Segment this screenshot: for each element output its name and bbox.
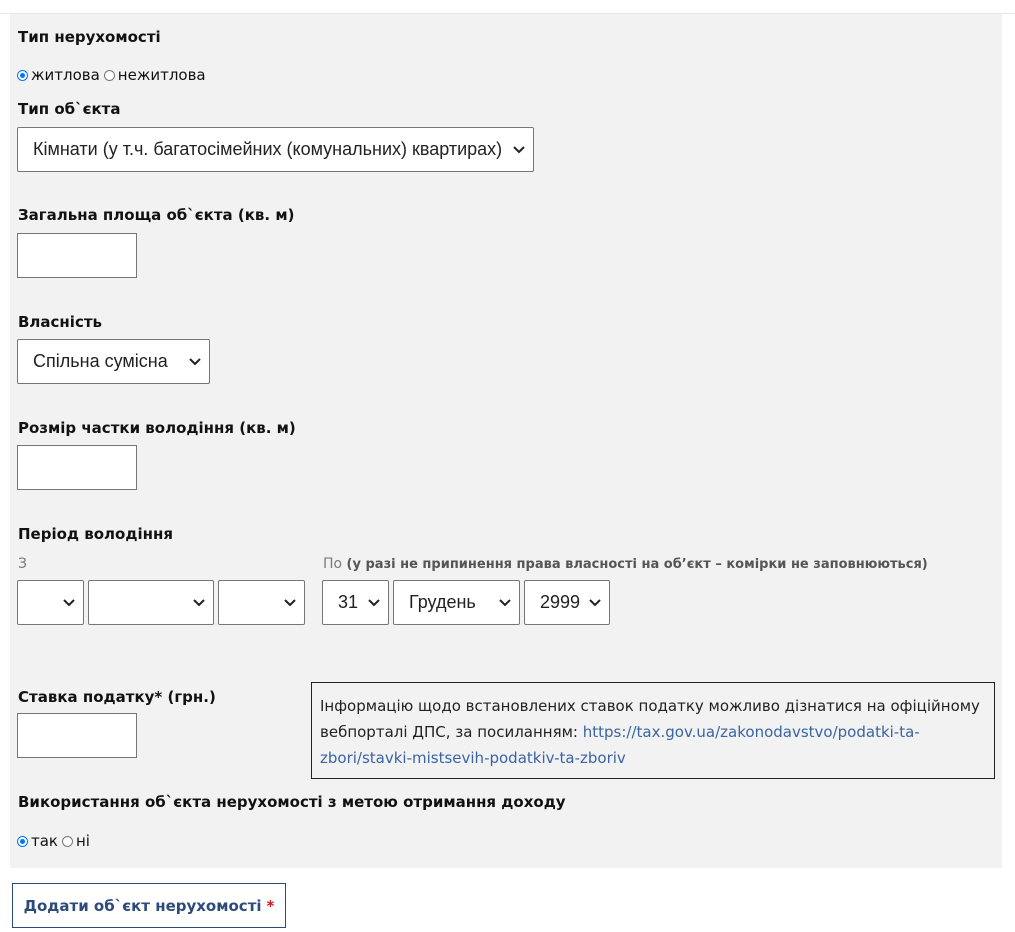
- period-from-label: З: [18, 556, 27, 572]
- to-year-select[interactable]: [524, 580, 610, 625]
- ownership-select[interactable]: [17, 339, 210, 384]
- radio-residential[interactable]: [17, 70, 28, 81]
- required-mark: *: [266, 896, 275, 915]
- to-day-value: 31: [338, 592, 359, 612]
- ownership-value: Спільна сумісна: [33, 351, 168, 371]
- ownership-label: Власність: [18, 313, 103, 331]
- income-use-label: Використання об`єкта нерухомості з метою отримання доходу: [18, 793, 566, 811]
- total-area-label: Загальна площа об`єкта (кв. м): [18, 206, 295, 224]
- share-size-label: Розмір частки володіння (кв. м): [18, 419, 296, 437]
- object-type-label: Тип об`єкта: [18, 100, 121, 118]
- to-month-value: Грудень: [409, 592, 476, 612]
- chevron-down-icon: [193, 599, 205, 607]
- chevron-down-icon: [189, 358, 201, 366]
- object-type-value: Кімнати (у т.ч. багатосімейних (комунальних) квартирах): [33, 139, 503, 159]
- period-to-label: По: [323, 556, 343, 572]
- radio-residential-label[interactable]: житлова: [31, 66, 100, 84]
- object-type-select[interactable]: [17, 127, 534, 172]
- to-day-select[interactable]: [322, 580, 389, 625]
- radio-nonresidential[interactable]: [104, 70, 115, 81]
- from-year-select[interactable]: [218, 580, 305, 625]
- radio-no[interactable]: [62, 836, 73, 847]
- tax-info-box: [311, 682, 995, 779]
- chevron-down-icon: [589, 599, 601, 607]
- from-month-select[interactable]: [88, 580, 214, 625]
- period-to-label-group: [323, 556, 928, 572]
- from-day-select[interactable]: [17, 580, 84, 625]
- radio-yes-label[interactable]: так: [31, 832, 58, 850]
- radio-yes[interactable]: [17, 836, 28, 847]
- to-month-select[interactable]: [393, 580, 520, 625]
- chevron-down-icon: [513, 146, 525, 154]
- ownership-period-label: Період володіння: [18, 525, 173, 543]
- chevron-down-icon: [368, 599, 380, 607]
- to-year-value: 2999: [540, 592, 581, 612]
- tax-rate-input[interactable]: [17, 713, 137, 758]
- property-type-label: Тип нерухомості: [18, 28, 161, 46]
- radio-no-label[interactable]: ні: [76, 832, 90, 850]
- tax-info-link[interactable]: https://tax.gov.ua/zakonodavstvo/podatki-ta-zbori/stavki-mistsevih-podatkiv-ta-zboriv: [320, 723, 920, 767]
- radio-nonresidential-label[interactable]: нежитлова: [117, 66, 206, 84]
- chevron-down-icon: [63, 599, 75, 607]
- share-size-input[interactable]: [17, 445, 137, 490]
- chevron-down-icon: [499, 599, 511, 607]
- tax-info-text: Інформацію щодо встановлених ставок податку можливо дізнатися на офіційному вебпорталі ДПС, за посиланням:: [320, 697, 980, 741]
- add-property-button[interactable]: [12, 883, 286, 928]
- income-use-radio-group: [17, 832, 90, 850]
- total-area-input[interactable]: [17, 233, 137, 278]
- property-type-radio-group: [17, 66, 206, 84]
- period-to-note: (у разі не припинення права власності на об’єкт – комірки не заповнюються): [346, 557, 928, 572]
- chevron-down-icon: [284, 599, 296, 607]
- tax-rate-label: Ставка податку* (грн.): [18, 688, 216, 706]
- add-property-button-label: Додати об`єкт нерухомості: [23, 896, 262, 915]
